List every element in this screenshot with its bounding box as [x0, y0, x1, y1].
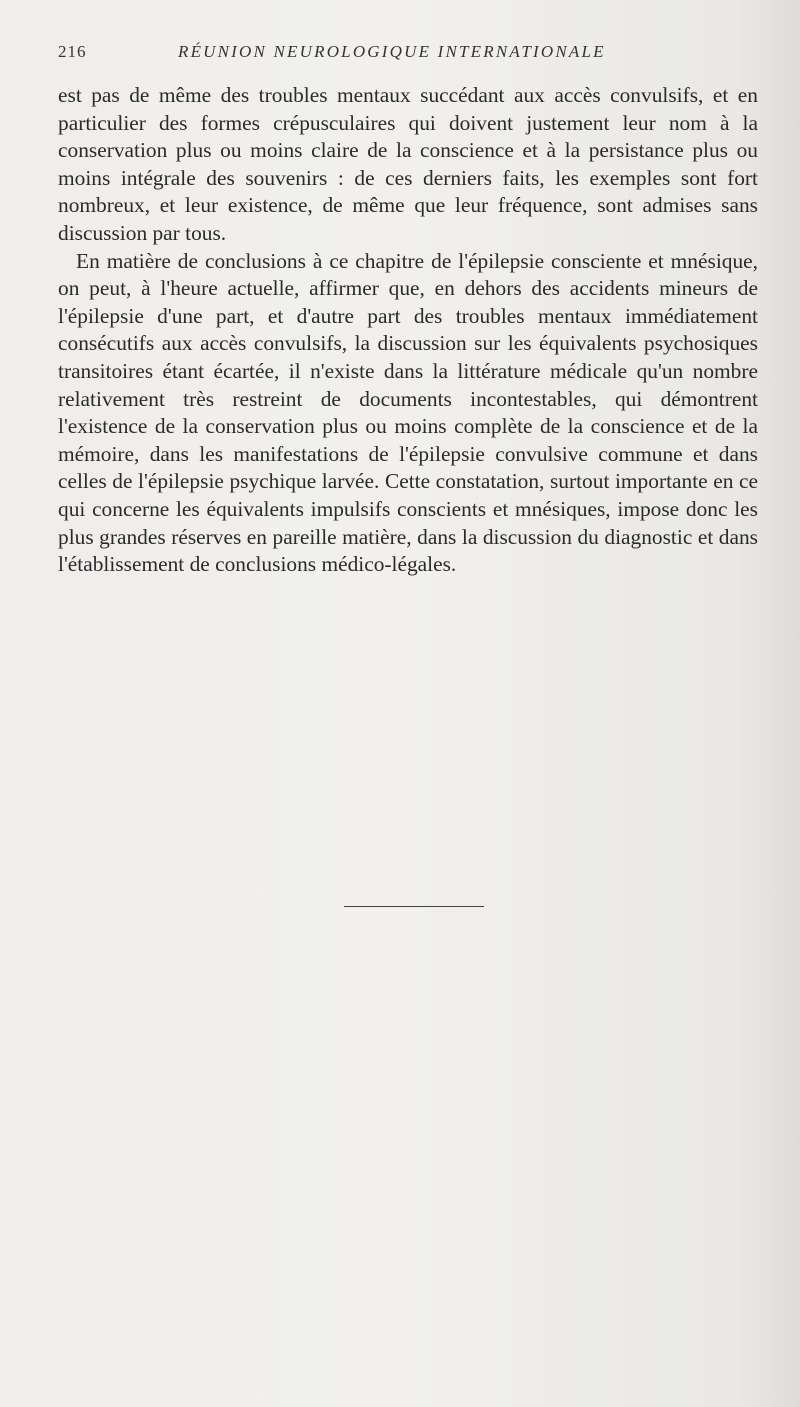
paragraph-1: est pas de même des troubles mentaux succédant aux accès convulsifs, et en particulier des formes crépusculaires qui doivent justement leur nom à la conservation plus ou moins claire de la conscience et à la persistance plus ou moins intégrale des souvenirs : de ces derniers faits, les exemples sont fort nombreux, et leur existence, de même que leur fréquence, sont admises sans discussion par tous.: [58, 83, 758, 245]
running-head: RÉUNION NEUROLOGIQUE INTERNATIONALE: [178, 42, 606, 61]
body-text: [58, 82, 758, 579]
paragraph-2: En matière de conclusions à ce chapitre de l'épilepsie consciente et mnésique, on peut, à l'heure actuelle, affirmer que, en dehors des accidents mineurs de l'épilepsie d'une part, et d'autre part des troubles mentaux immédiatement consécutifs aux accès convulsifs, la discussion sur les équivalents psychosiques transitoires étant écartée, il n'existe dans la littérature médicale qu'un nombre relativement très restreint de documents incontestables, qui démontrent l'existence de la conservation plus ou moins complète de la conscience et de la mémoire, dans les manifestations de l'épilepsie convulsive commune et dans celles de l'épilepsie psychique larvée. Cette constatation, surtout importante en ce qui concerne les équivalents impulsifs conscients et mnésiques, impose donc les plus grandes réserves en pareille matière, dans la discussion du diagnostic et dans l'établissement de conclusions médico-légales.: [58, 248, 758, 577]
page-header: [58, 42, 758, 72]
section-end-rule: [344, 906, 484, 907]
page-number: 216: [58, 42, 87, 61]
